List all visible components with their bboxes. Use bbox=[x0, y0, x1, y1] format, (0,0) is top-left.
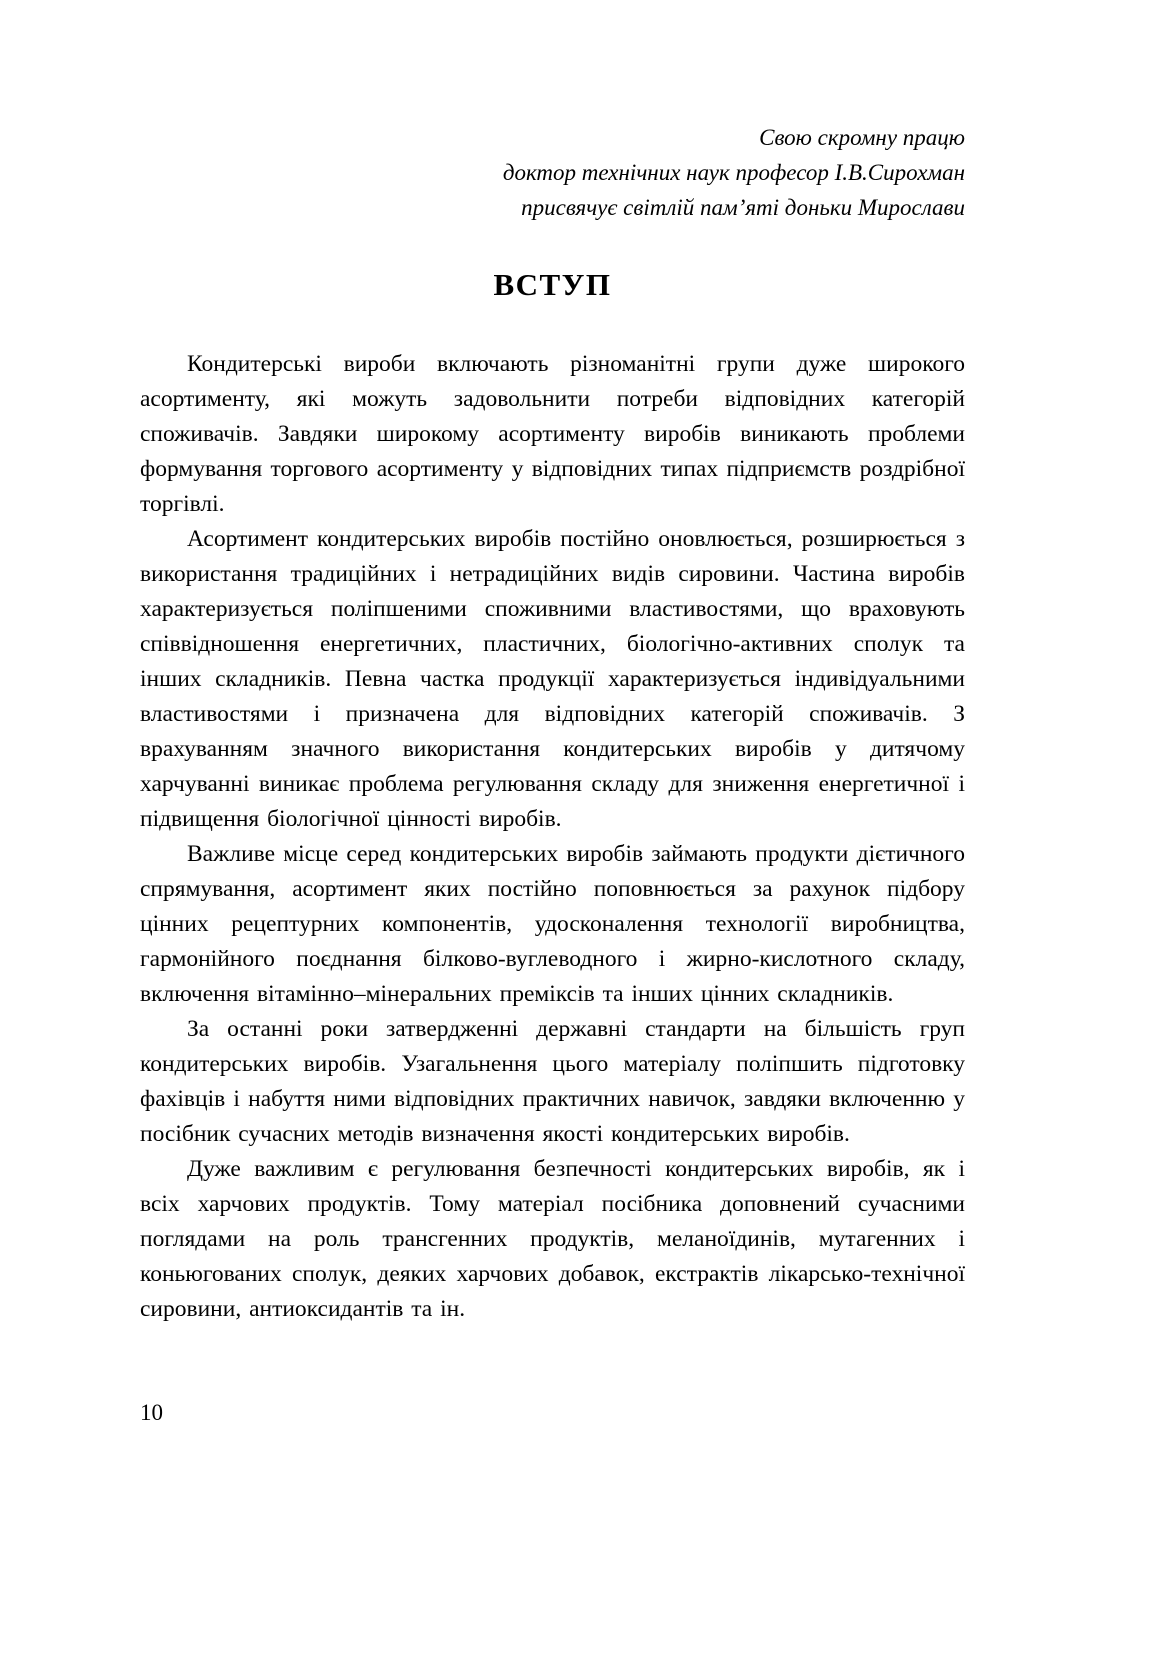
body-paragraph: Асортимент кондитерських виробів постійно оновлюється, розширюється з використання традиційних і нетрадиційних видів сировини. Частина виробів характеризується поліпшеними споживними властивостями, що враховують співвідношення енергетичних, пластичних, біологічно-активних сполук та інших складників. Певна частка продукції характеризується індивідуальними властивостями і призначена для відповідних категорій споживачів. З врахуванням значного використання кондитерських виробів у дитячому харчуванні виникає проблема регулювання складу для зниження енергетичної і підвищення біологічної цінності виробів. bbox=[140, 526, 965, 832]
page-content bbox=[140, 120, 965, 1327]
body-paragraph: Важливе місце серед кондитерських виробів займають продукти дієтичного спрямування, асортимент яких постійно поповнюється за рахунок підбору цінних рецептурних компонентів, удосконалення технології виробництва, гармонійного поєднання білково-вуглеводного і жирно-кислотного складу, включення вітамінно–мінеральних преміксів та інших цінних складників. bbox=[140, 841, 965, 1007]
body-paragraph: За останні роки затвердженні державні стандарти на більшість груп кондитерських виробів. Узагальнення цього матеріалу поліпшить підготовку фахівців і набуття ними відповідних практичних навичок, завдяки включенню у посібник сучасних методів визначення якості кондитерських виробів. bbox=[140, 1016, 965, 1147]
dedication-line: Свою скромну працю bbox=[759, 125, 965, 150]
dedication-line: присвячує світлій пам’яті доньки Мирослави bbox=[521, 195, 965, 220]
dedication-line: доктор технічних наук професор І.В.Сирохман bbox=[502, 160, 965, 185]
chapter-heading: ВСТУП bbox=[493, 267, 612, 302]
body-paragraph: Кондитерські вироби включають різноманітні групи дуже широкого асортименту, які можуть задовольнити потреби відповідних категорій споживачів. Завдяки широкому асортименту виробів виникають проблеми формування торгового асортименту у відповідних типах підприємств роздрібної торгівлі. bbox=[140, 351, 965, 517]
dedication-block bbox=[140, 120, 965, 225]
page-number: 10 bbox=[140, 1400, 163, 1425]
body-paragraph: Дуже важливим є регулювання безпечності кондитерських виробів, як і всіх харчових продуктів. Тому матеріал посібника доповнений сучасними поглядами на роль трансгенних продуктів, меланоїдинів, мутагенних і коньюгованих сполук, деяких харчових добавок, екстрактів лікарсько-технічної сировини, антиоксидантів та ін. bbox=[140, 1156, 965, 1322]
